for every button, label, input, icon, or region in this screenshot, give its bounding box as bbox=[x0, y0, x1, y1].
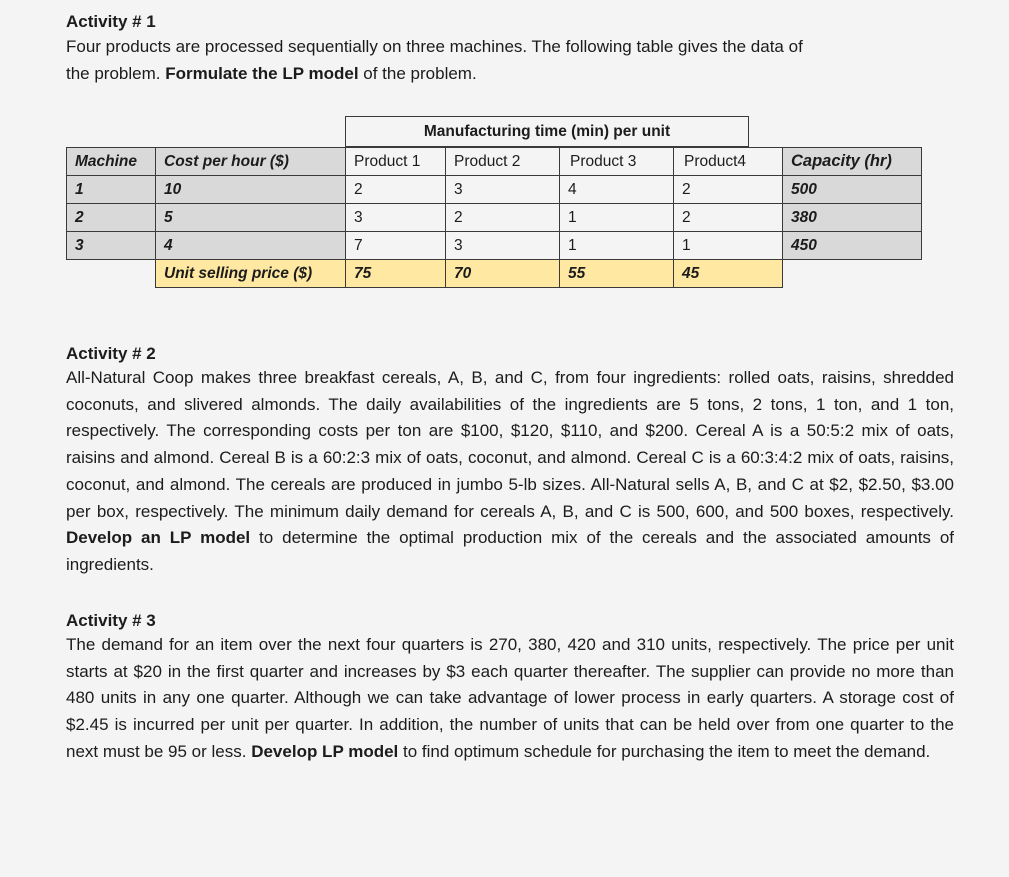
row-1-capacity: 500 bbox=[782, 175, 922, 204]
activity-3-text-body: The demand for an item over the next four quarters is 270, 380, 420 and 310 units, respectively. The price per unit starts at $20 in the first quarter and increases by $3 each quarter thereafter. The supplier can provide no more than 480 units in any one quarter. Although we can take advantage of lower process in early quarters. A storage cost of $2.45 is incurred per unit per quarter. In addition, the number of units that can be held over from one quarter to the next must be 95 or less. bbox=[66, 635, 954, 761]
row-1-p1: 2 bbox=[345, 175, 446, 204]
price-label: Unit selling price ($) bbox=[155, 259, 346, 288]
group-header: Manufacturing time (min) per unit bbox=[345, 116, 749, 147]
activity-1-title: Activity # 1 bbox=[66, 12, 156, 31]
header-machine: Machine bbox=[66, 147, 156, 176]
activity-2-text-bold: Develop an LP model bbox=[66, 528, 251, 548]
header-cost: Cost per hour ($) bbox=[155, 147, 346, 176]
activity-3-text bbox=[66, 632, 954, 766]
row-2-p2: 2 bbox=[445, 203, 560, 232]
price-p3: 55 bbox=[559, 259, 674, 288]
activity-3 bbox=[66, 610, 954, 766]
row-2-capacity: 380 bbox=[782, 203, 922, 232]
row-2-p4: 2 bbox=[673, 203, 783, 232]
row-3-p2: 3 bbox=[445, 231, 560, 260]
header-product-2: Product 2 bbox=[445, 147, 560, 176]
activity-1 bbox=[66, 11, 954, 87]
header-capacity: Capacity (hr) bbox=[782, 147, 922, 176]
activity-1-line-2-post: of the problem. bbox=[358, 64, 477, 83]
activity-2-title: Activity # 2 bbox=[66, 344, 156, 363]
row-3-p1: 7 bbox=[345, 231, 446, 260]
activity-2 bbox=[66, 343, 954, 579]
header-product-3: Product 3 bbox=[559, 147, 674, 176]
row-2-cost: 5 bbox=[155, 203, 346, 232]
row-3-p3: 1 bbox=[559, 231, 674, 260]
activity-1-line-2-pre: the problem. bbox=[66, 64, 166, 83]
price-p4: 45 bbox=[673, 259, 783, 288]
activity-3-text-end: to find optimum schedule for purchasing the item to meet the demand. bbox=[398, 741, 931, 761]
machine-data-table bbox=[66, 116, 922, 288]
row-1-p2: 3 bbox=[445, 175, 560, 204]
row-3-cost: 4 bbox=[155, 231, 346, 260]
activity-2-text-body: All-Natural Coop makes three breakfast cereals, A, B, and C, from four ingredients: rolled oats, raisins, shredded coconuts, and slivered almonds. The daily availabilities of the ingredients are 5 tons, 2 tons, 1 ton, and 1 ton, respectively. The corresponding costs per ton are $100, $120, $110, and $200. Cereal A is a 50:5:2 mix of oats, raisins and almond. Cereal B is a 60:2:3 mix of oats, coconut, and almond. Cereal C is a 60:3:4:2 mix of oats, raisins, coconut, and almond. The cereals are produced in jumbo 5-lb sizes. All-Natural sells A, B, and C at $2, $2.50, $3.00 per box, respectively. The minimum daily demand for cereals A, B, and C is 500, 600, and 500 boxes, respectively. bbox=[66, 368, 954, 521]
row-3-capacity: 450 bbox=[782, 231, 922, 260]
activity-1-line-2-bold: Formulate the LP model bbox=[165, 64, 359, 83]
header-product-1: Product 1 bbox=[345, 147, 446, 176]
activity-2-text-end: to determine the optimal production mix of the cereals and the associated amounts of ingredients. bbox=[66, 528, 954, 574]
activity-3-title: Activity # 3 bbox=[66, 611, 156, 630]
row-2-machine: 2 bbox=[66, 203, 156, 232]
price-p2: 70 bbox=[445, 259, 560, 288]
row-3-p4: 1 bbox=[673, 231, 783, 260]
activity-3-text-bold: Develop LP model bbox=[251, 741, 399, 761]
row-1-cost: 10 bbox=[155, 175, 346, 204]
row-2-p3: 1 bbox=[559, 203, 674, 232]
header-product-4: Product4 bbox=[673, 147, 783, 176]
activity-1-text bbox=[66, 33, 954, 87]
row-1-p3: 4 bbox=[559, 175, 674, 204]
row-2-p1: 3 bbox=[345, 203, 446, 232]
row-1-machine: 1 bbox=[66, 175, 156, 204]
activity-2-text bbox=[66, 365, 954, 579]
activity-1-line-1: Four products are processed sequentially on three machines. The following table gives the data of bbox=[66, 37, 803, 56]
row-1-p4: 2 bbox=[673, 175, 783, 204]
price-p1: 75 bbox=[345, 259, 446, 288]
row-3-machine: 3 bbox=[66, 231, 156, 260]
